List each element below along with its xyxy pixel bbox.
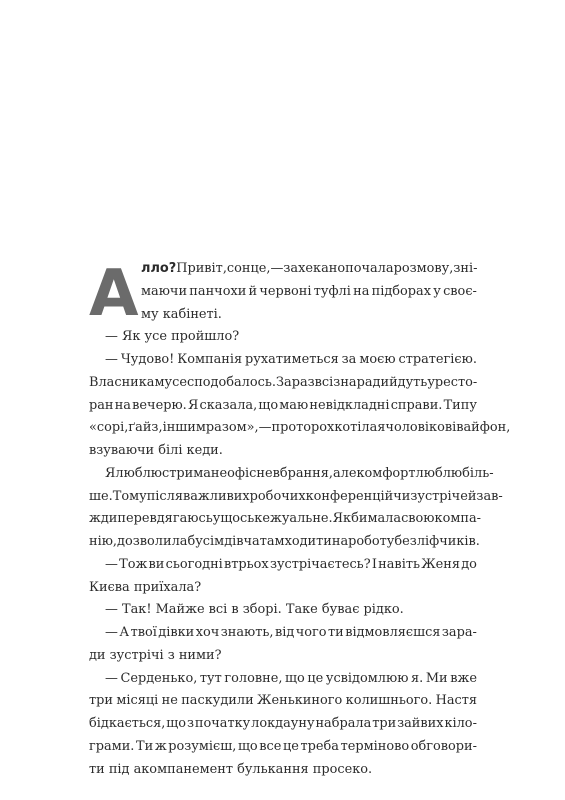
text-line: Власникам усе сподобалось. Зараз всі з наради йдуть у ресто- bbox=[89, 374, 478, 390]
text-line: маючи панчохи й червоні туфлі на підборах у своє- bbox=[141, 283, 477, 299]
text-line: ти під акомпанемент булькання просеко. bbox=[89, 761, 373, 777]
text-line: «сорі, ґайз, іншим разом», — проторохкотіла я чоловікові в айфон, bbox=[89, 420, 511, 436]
body-text bbox=[89, 257, 511, 781]
text-line: — Чудово! Компанія рухатиметься за моєю стратегією. bbox=[105, 352, 477, 367]
text-line: ран на вечерю. Я сказала, що маю невідкладні справи. Типу bbox=[89, 397, 477, 413]
lead-in-word: лло? bbox=[141, 261, 177, 276]
text-line: бідкається, що з початку локдауну набрала три зайвих кіло- bbox=[89, 716, 477, 731]
text-line: Києва приїхала? bbox=[89, 579, 202, 595]
text-line: — Тож ви сьогодні втрьох зустрічаєтесь? І навіть Женя до bbox=[105, 556, 477, 572]
text-lines bbox=[89, 258, 511, 781]
text-line: ди зустрічі з ними? bbox=[89, 647, 222, 663]
text-line: три місяці не паскудили Женькиного колишнього. Настя bbox=[89, 693, 477, 709]
text-line: му кабінеті. bbox=[141, 306, 222, 322]
text-line: — А твої дівки хоч знають, від чого ти відмовляєшся зара- bbox=[105, 625, 477, 640]
text-line: — Серденько, тут головне, що це усвідомлюю я. Ми вже bbox=[105, 670, 477, 686]
text-line: — Як усе пройшло? bbox=[105, 329, 240, 345]
text-line: Я люблю стримане офісне вбрання, але комфорт люблю біль- bbox=[105, 465, 494, 481]
text-line: взуваючи білі кеди. bbox=[89, 443, 223, 458]
text-line: ше. Тому після важливих робочих конференцій чи зустрічей зав- bbox=[89, 488, 503, 504]
text-line: лло? Привіт, сонце, — захекано почала розмову, зні- bbox=[89, 258, 477, 281]
drop-cap: А bbox=[89, 257, 139, 331]
text-line: нію, дозволила б усім дівчатам ходити на роботу без ліфчиків. bbox=[89, 534, 480, 549]
text-line: грами. Ти ж розумієш, що все це треба терміново обговори- bbox=[89, 738, 477, 754]
text-line: — Так! Майже всі в зборі. Таке буває рідко. bbox=[105, 602, 404, 618]
text-line: жди перевдягаюсь у щось кежуальне. Якби мала свою компа- bbox=[89, 511, 482, 527]
